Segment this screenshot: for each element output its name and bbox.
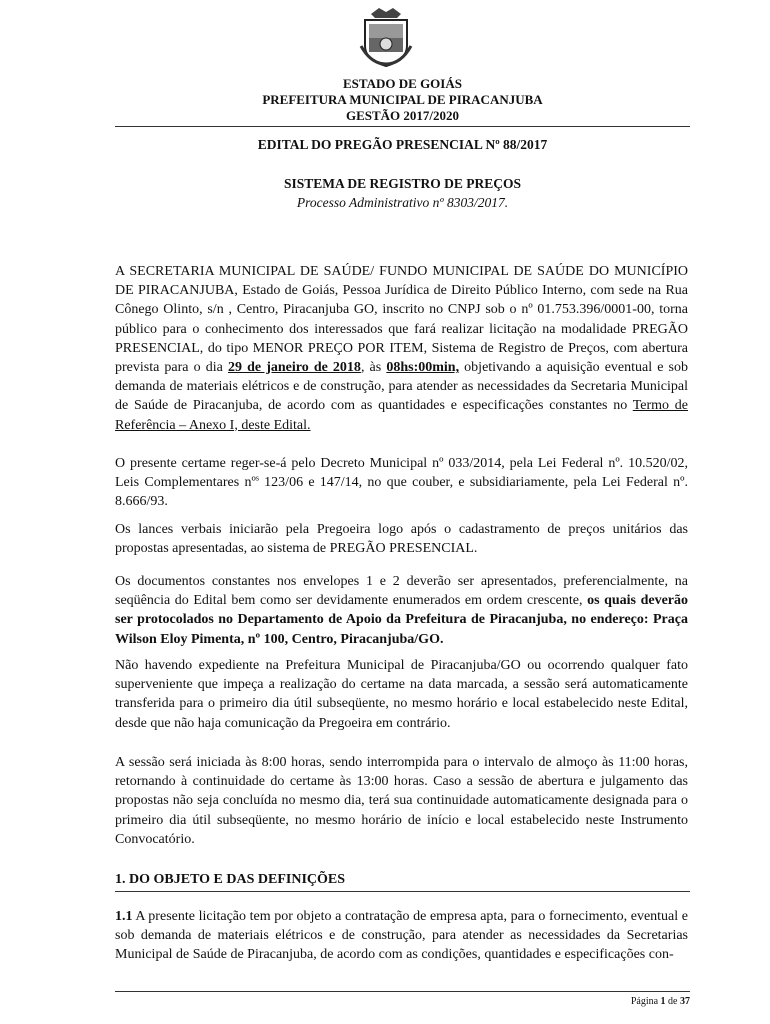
protocol-address: os quais deverão ser protocolados no Departamento de Apoio da Prefeitura de Piracanjuba, no endereço: Praça Wilson Eloy Pimenta, nº 100, Centro, Piracanjuba/GO. <box>115 593 688 647</box>
process-number: Processo Administrativo nº 8303/2017. <box>296 195 509 210</box>
paragraph-opening: A SECRETARIA MUNICIPAL DE SAÚDE/ FUNDO MUNICIPAL DE SAÚDE DO MUNICÍPIO DE PIRACANJUBA, Estado de Goiás, Pessoa Jurídica de Direito Público Interno, com sede na Rua Cônego Olinto, s/n , Centro, Piracanjuba GO, inscrito no CNPJ sob o nº 01.753.396/0001-00, torna público para o conhecimento dos interessados que fará realizar licitação na modalidade PREGÃO PRESENCIAL, do tipo MENOR PREÇO POR ITEM, Sistema de Registro de Preços, com abertura prevista para o dia 29 de janeiro de 2018, às 08hs:00min, objetivando a aquisição eventual e sob demanda de materiais elétricos e de construção, para atender as necessidades da Secretaria Municipal de Saúde de Piracanjuba, de acordo com as quantidades e especificações constantes no Termo de Referência – Anexo I, deste Edital. <box>115 264 688 433</box>
paragraph-session: A sessão será iniciada às 8:00 horas, sendo interrompida para o intervalo de almoço às 11:00 horas, retornando à continuidade do certame às 13:00 horas. Caso a sessão de abertura e julgamento das propostas não seja concluída no mesmo dia, terá sua continuidade automaticamente designada para o primeiro dia útil subseqüente, no mesmo horário de início e local estabelecido neste Instrumento Convocatório. <box>115 755 688 847</box>
header-prefecture: PREFEITURA MUNICIPAL DE PIRACANJUBA <box>262 92 543 107</box>
section-heading-object: 1. DO OBJETO E DAS DEFINIÇÕES <box>115 872 346 887</box>
header-state: ESTADO DE GOIÁS <box>343 76 462 91</box>
header-rule <box>115 126 690 127</box>
opening-time: 08hs:00min, <box>386 360 460 376</box>
paragraph-holiday: Não havendo expediente na Prefeitura Municipal de Piracanjuba/GO ou ocorrendo qualquer fato superveniente que impeça a realização do certame na data marcada, a sessão será automaticamente transferida para o primeiro dia útil subseqüente, no mesmo horário e local estabelecido neste Edital, desde que não haja comunicação da Pregoeira em contrário. <box>115 658 688 731</box>
footer-rule <box>115 991 690 992</box>
term-reference-link: Termo de Referência – Anexo I, deste Edital. <box>115 398 688 433</box>
system-title: SISTEMA DE REGISTRO DE PREÇOS <box>283 176 522 191</box>
paragraph-bids: Os lances verbais iniciarão pela Pregoeira logo após o cadastramento de preços unitários das propostas apresentadas, ao sistema de PREGÃO PRESENCIAL. <box>115 522 688 557</box>
opening-date: 29 de janeiro de 2018 <box>227 360 361 376</box>
page-footer: Página 1 de 37 <box>630 996 690 1007</box>
paragraph-1-1: 1.1 A presente licitação tem por objeto a contratação de empresa apta, para o fornecimento, eventual e sob demanda de materiais elétricos e de construção, para atender as necessidades da Secretarias Municipal de Saúde de Piracanjuba, de acordo com as condições, quantidades e especificações con- <box>115 909 688 963</box>
municipal-crest-logo <box>357 6 415 68</box>
edital-title: EDITAL DO PREGÃO PRESENCIAL Nº 88/2017 <box>257 137 548 152</box>
paragraph-documents: Os documentos constantes nos envelopes 1 e 2 deverão ser apresentados, preferencialmente, na seqüência do Edital bem como ser devidamente enumerados em ordem crescente, os quais deverão ser protocolados no Departamento de Apoio da Prefeitura de Piracanjuba, no endereço: Praça Wilson Eloy Pimenta, nº 100, Centro, Piracanjuba/GO. <box>115 574 688 647</box>
header-term: GESTÃO 2017/2020 <box>345 108 460 123</box>
section-rule <box>115 891 690 892</box>
paragraph-legal-basis: O presente certame reger-se-á pelo Decreto Municipal nº 033/2014, pela Lei Federal nº. 10.520/02, Leis Complementares nº$^s$ 123/06 e 147/14, no que couber, e subsidiariamente, pela Lei Federal nº. 8.666/93. <box>115 456 689 510</box>
